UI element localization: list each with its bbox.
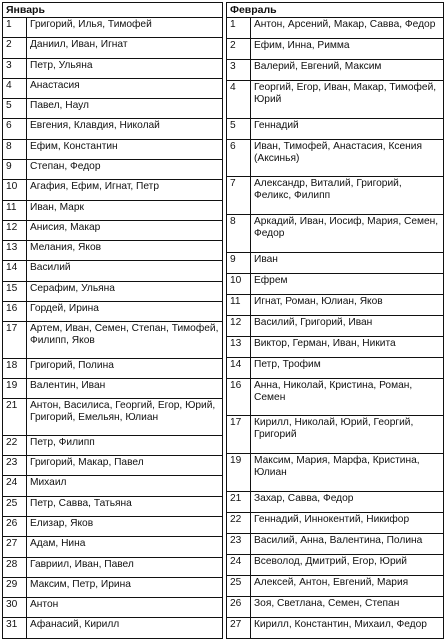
table-row [3, 241, 223, 261]
name-list: Артем, Иван, Семен, Степан, Тимофей, Филипп, Яков [27, 322, 223, 359]
table-row [227, 80, 444, 118]
name-list: Степан, Федор [27, 159, 223, 179]
name-list: Антон [27, 598, 223, 618]
day-number: 10 [227, 273, 251, 294]
day-number: 26 [3, 516, 27, 536]
day-number: 27 [227, 617, 251, 638]
table-row [3, 322, 223, 359]
table-row [227, 491, 444, 512]
day-number: 31 [3, 618, 27, 639]
name-list: Ефрем [251, 273, 444, 294]
table-row [3, 301, 223, 321]
name-list: Иван, Марк [27, 200, 223, 220]
name-list: Александр, Виталий, Григорий, Феликс, Филипп [251, 177, 444, 215]
name-list: Анисия, Макар [27, 220, 223, 240]
day-number: 12 [227, 315, 251, 336]
name-list: Иван, Тимофей, Анастасия, Ксения (Аксинья) [251, 139, 444, 177]
table-row [3, 516, 223, 536]
table-row [227, 139, 444, 177]
name-list: Гавриил, Иван, Павел [27, 557, 223, 577]
day-number: 13 [3, 241, 27, 261]
name-list: Виктор, Герман, Иван, Никита [251, 336, 444, 357]
table-row [227, 357, 444, 378]
day-number: 2 [3, 38, 27, 58]
table-row [227, 59, 444, 80]
table-row [227, 454, 444, 492]
name-list: Кирилл, Константин, Михаил, Федор [251, 617, 444, 638]
table-row [227, 273, 444, 294]
day-number: 23 [227, 533, 251, 554]
name-list: Кирилл, Николай, Юрий, Георгий, Григорий [251, 416, 444, 454]
table-row [227, 617, 444, 638]
day-number: 24 [3, 476, 27, 496]
day-number: 5 [227, 118, 251, 139]
february-header-row [227, 3, 444, 18]
table-row [3, 99, 223, 119]
table-row [3, 78, 223, 98]
day-number: 18 [3, 358, 27, 378]
table-row [3, 119, 223, 139]
january-title: Январь [3, 3, 223, 18]
day-number: 10 [3, 180, 27, 200]
name-list: Елизар, Яков [27, 516, 223, 536]
name-list: Агафия, Ефим, Игнат, Петр [27, 180, 223, 200]
table-row [227, 294, 444, 315]
table-row [3, 38, 223, 58]
name-list: Петр, Ульяна [27, 58, 223, 78]
february-table [226, 2, 444, 639]
table-row [3, 180, 223, 200]
day-number: 8 [3, 139, 27, 159]
january-header-row [3, 3, 223, 18]
day-number: 11 [227, 294, 251, 315]
table-row [227, 554, 444, 575]
day-number: 16 [3, 301, 27, 321]
name-list: Гордей, Ирина [27, 301, 223, 321]
day-number: 22 [3, 435, 27, 455]
name-list: Петр, Трофим [251, 357, 444, 378]
table-row [3, 577, 223, 597]
table-row [3, 399, 223, 436]
february-title: Февраль [227, 3, 444, 18]
name-list: Геннадий, Иннокентий, Никифор [251, 512, 444, 533]
name-days-page [2, 2, 444, 639]
name-list: Петр, Савва, Татьяна [27, 496, 223, 516]
day-number: 17 [3, 322, 27, 359]
table-row [227, 252, 444, 273]
table-row [3, 456, 223, 476]
name-list: Максим, Петр, Ирина [27, 577, 223, 597]
day-number: 9 [3, 159, 27, 179]
day-number: 4 [227, 80, 251, 118]
name-list: Иван [251, 252, 444, 273]
name-list: Адам, Нина [27, 537, 223, 557]
name-list: Даниил, Иван, Игнат [27, 38, 223, 58]
name-list: Павел, Наул [27, 99, 223, 119]
name-list: Григорий, Полина [27, 358, 223, 378]
name-list: Петр, Филипп [27, 435, 223, 455]
name-list: Георгий, Егор, Иван, Макар, Тимофей, Юрий [251, 80, 444, 118]
table-row [227, 118, 444, 139]
table-row [3, 200, 223, 220]
day-number: 9 [227, 252, 251, 273]
day-number: 21 [3, 399, 27, 436]
day-number: 11 [3, 200, 27, 220]
day-number: 21 [227, 491, 251, 512]
day-number: 25 [3, 496, 27, 516]
day-number: 19 [3, 379, 27, 399]
table-row [3, 435, 223, 455]
day-number: 15 [3, 281, 27, 301]
name-list: Аркадий, Иван, Иосиф, Мария, Семен, Федор [251, 215, 444, 253]
table-row [3, 18, 223, 38]
day-number: 2 [227, 38, 251, 59]
name-list: Анна, Николай, Кристина, Роман, Семен [251, 378, 444, 416]
day-number: 14 [227, 357, 251, 378]
day-number: 3 [227, 59, 251, 80]
table-row [227, 336, 444, 357]
name-list: Григорий, Макар, Павел [27, 456, 223, 476]
day-number: 23 [3, 456, 27, 476]
name-list: Серафим, Ульяна [27, 281, 223, 301]
table-row [3, 58, 223, 78]
name-list: Валерий, Евгений, Максим [251, 59, 444, 80]
day-number: 6 [227, 139, 251, 177]
day-number: 17 [227, 416, 251, 454]
table-row [227, 378, 444, 416]
name-list: Ефим, Константин [27, 139, 223, 159]
day-number: 13 [227, 336, 251, 357]
table-row [3, 618, 223, 639]
name-list: Максим, Мария, Марфа, Кристина, Юлиан [251, 454, 444, 492]
january-rows [3, 18, 223, 639]
day-number: 28 [3, 557, 27, 577]
table-row [3, 358, 223, 378]
name-list: Зоя, Светлана, Семен, Степан [251, 596, 444, 617]
name-list: Ефим, Инна, Римма [251, 38, 444, 59]
table-row [3, 261, 223, 281]
table-row [227, 533, 444, 554]
day-number: 1 [3, 18, 27, 38]
day-number: 25 [227, 575, 251, 596]
day-number: 14 [3, 261, 27, 281]
day-number: 16 [227, 378, 251, 416]
table-row [3, 537, 223, 557]
name-list: Геннадий [251, 118, 444, 139]
day-number: 3 [3, 58, 27, 78]
table-row [227, 416, 444, 454]
name-list: Мелания, Яков [27, 241, 223, 261]
name-list: Михаил [27, 476, 223, 496]
table-row [3, 379, 223, 399]
name-list: Анастасия [27, 78, 223, 98]
table-row [3, 220, 223, 240]
day-number: 7 [227, 177, 251, 215]
name-list: Игнат, Роман, Юлиан, Яков [251, 294, 444, 315]
table-row [3, 496, 223, 516]
day-number: 26 [227, 596, 251, 617]
table-row [3, 598, 223, 618]
table-row [227, 596, 444, 617]
table-row [227, 575, 444, 596]
table-row [3, 476, 223, 496]
table-row [227, 38, 444, 59]
day-number: 4 [3, 78, 27, 98]
table-row [227, 18, 444, 39]
name-list: Алексей, Антон, Евгений, Мария [251, 575, 444, 596]
day-number: 12 [3, 220, 27, 240]
day-number: 5 [3, 99, 27, 119]
table-row [3, 159, 223, 179]
name-list: Василий [27, 261, 223, 281]
day-number: 8 [227, 215, 251, 253]
table-row [227, 315, 444, 336]
day-number: 19 [227, 454, 251, 492]
day-number: 22 [227, 512, 251, 533]
name-list: Всеволод, Дмитрий, Егор, Юрий [251, 554, 444, 575]
table-row [3, 557, 223, 577]
name-list: Валентин, Иван [27, 379, 223, 399]
day-number: 1 [227, 18, 251, 39]
table-row [3, 281, 223, 301]
table-row [227, 215, 444, 253]
table-row [3, 139, 223, 159]
name-list: Захар, Савва, Федор [251, 491, 444, 512]
february-rows [227, 18, 444, 639]
name-list: Антон, Арсений, Макар, Савва, Федор [251, 18, 444, 39]
day-number: 6 [3, 119, 27, 139]
name-list: Василий, Анна, Валентина, Полина [251, 533, 444, 554]
table-row [227, 177, 444, 215]
table-row [227, 512, 444, 533]
day-number: 29 [3, 577, 27, 597]
day-number: 27 [3, 537, 27, 557]
day-number: 30 [3, 598, 27, 618]
name-list: Афанасий, Кирилл [27, 618, 223, 639]
name-list: Евгения, Клавдия, Николай [27, 119, 223, 139]
name-list: Антон, Василиса, Георгий, Егор, Юрий, Григорий, Емельян, Юлиан [27, 399, 223, 436]
january-table [2, 2, 223, 639]
name-list: Василий, Григорий, Иван [251, 315, 444, 336]
name-list: Григорий, Илья, Тимофей [27, 18, 223, 38]
day-number: 24 [227, 554, 251, 575]
